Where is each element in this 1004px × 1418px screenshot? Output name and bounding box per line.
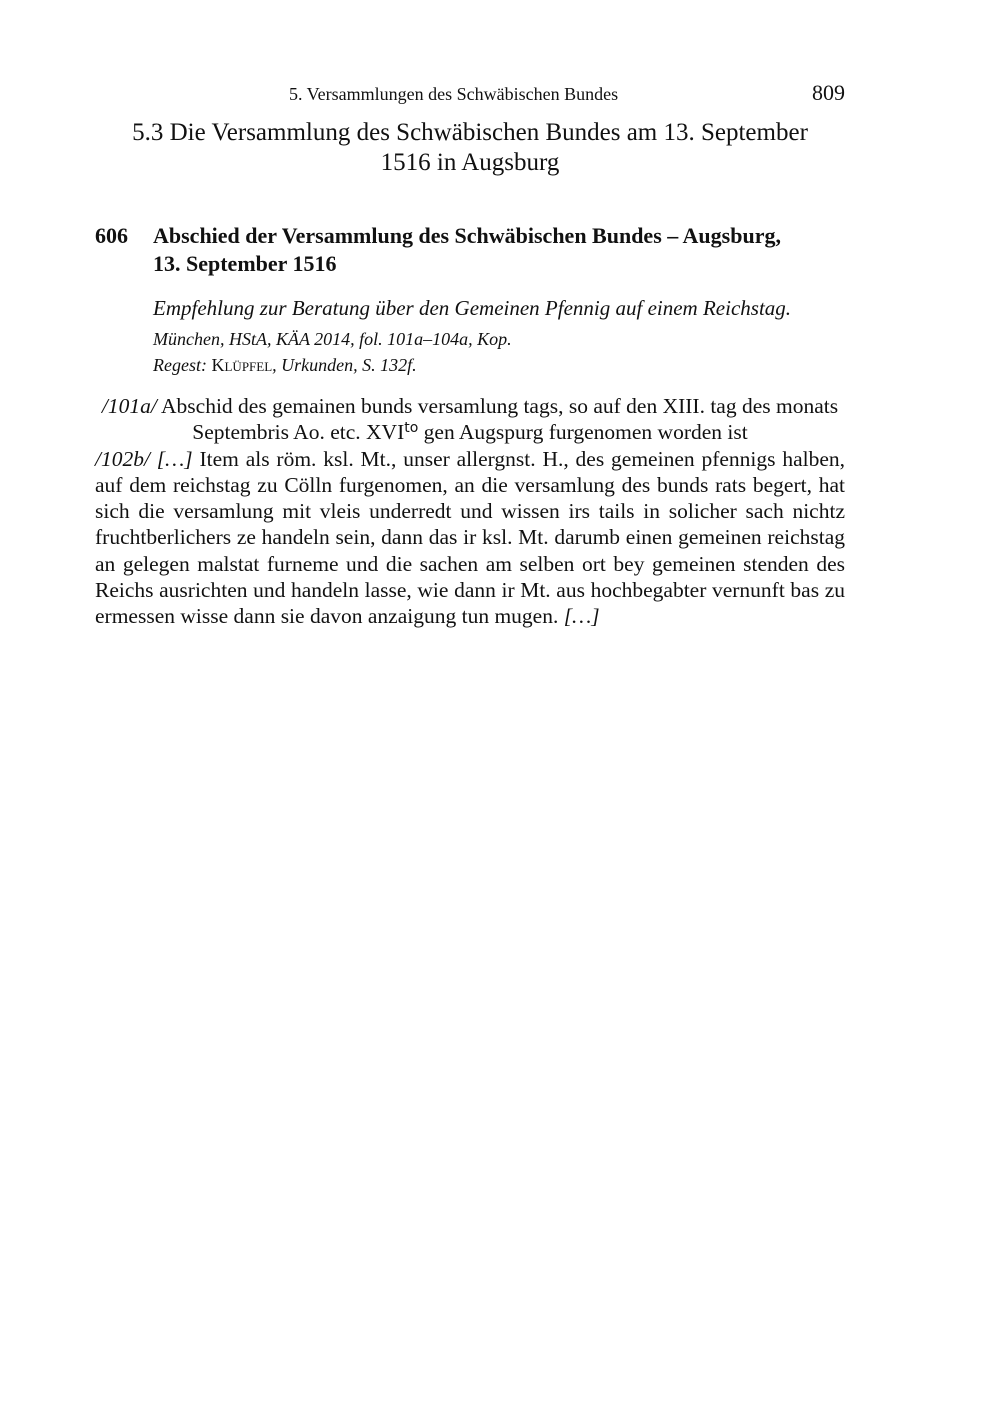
section-title-line2: 1516 in Augsburg — [380, 149, 560, 176]
body-paragraph — [95, 446, 845, 630]
document-metadata — [153, 294, 845, 378]
body-heading — [95, 393, 845, 446]
regest-label: Regest: — [153, 355, 207, 375]
document-title — [153, 222, 845, 278]
paragraph-text: Item als röm. ksl. Mt., unser allergnst. H., des gemeinen pfennigs halben, auf dem reichstag zu Cölln furgenomen, an die versamlung des bunds rats begert, hat sich die versamlung mit vleis underredt und wissen irs tails in solicher sach nichtz fruchtberlichers ze handeln sein, dann das ir ksl. Mt. darumb einen gemeinen reichstag an gelegen malstat furneme und die sachen am selben ort bey gemeinen stenden des Reichs ausrichten und handeln lasse, wie dann ir Mt. aus hochbegabter vernunft bas zu ermessen wisse dann sie davon anzaigung tun mugen. — [95, 446, 845, 629]
document-title-line1: Abschied der Versammlung des Schwäbischen Bundes – Augsburg, — [153, 223, 781, 248]
ellipsis-marker: […] — [558, 604, 600, 629]
section-title — [95, 118, 845, 178]
document-title-line2: 13. September 1516 — [153, 251, 337, 276]
page-number: 809 — [812, 80, 845, 105]
folio-marker: /101a/ — [101, 394, 157, 418]
section-title-line1: 5.3 Die Versammlung des Schwäbischen Bundes am 13. September — [132, 119, 808, 146]
document-heading — [95, 222, 845, 278]
folio-marker: /102b/ […] — [95, 446, 193, 471]
document-number: 606 — [95, 223, 128, 248]
superscript: to — [404, 420, 419, 437]
body-heading-text-end: gen Augspurg furgenomen worden ist — [418, 420, 748, 445]
body-heading-text: Abschid des gemainen bunds versamlung tags, so auf den XIII. tag des monats Septembris Ao. etc. XVI — [156, 394, 839, 445]
document-source: München, HStA, KÄA 2014, fol. 101a–104a, Kop. — [153, 329, 512, 349]
document-summary: Empfehlung zur Beratung über den Gemeinen Pfennig auf einem Reichstag. — [153, 296, 792, 320]
regest-author: Klüpfel — [211, 355, 273, 375]
document-regest — [153, 352, 845, 378]
running-head — [95, 80, 845, 108]
regest-reference: , Urkunden, S. 132f. — [272, 355, 417, 375]
document-body — [95, 393, 845, 630]
running-head-title: 5. Versammlungen des Schwäbischen Bundes — [289, 84, 619, 104]
